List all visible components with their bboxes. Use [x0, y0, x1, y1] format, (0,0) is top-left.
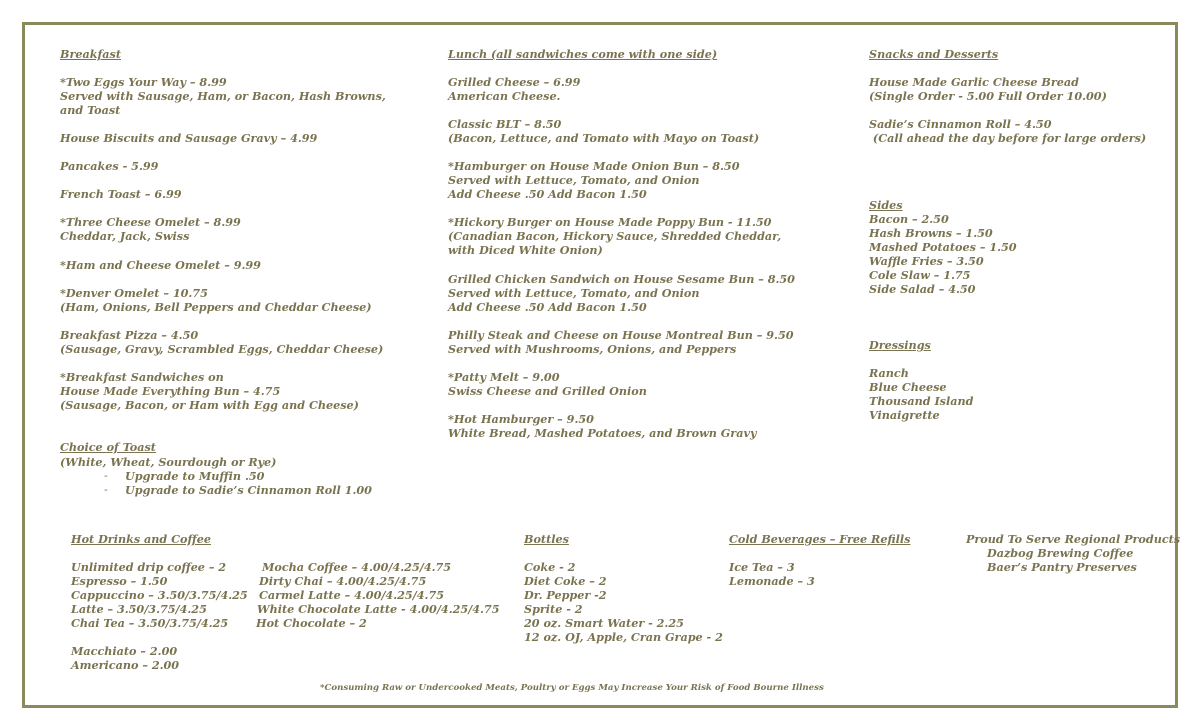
regional-item: Dazbog Brewing Coffee — [987, 546, 1134, 560]
dressing-item: Ranch — [869, 366, 909, 380]
bullet-dash: - — [104, 469, 108, 482]
dressing-item: Blue Cheese — [869, 380, 947, 394]
drink-item: Mocha Coffee – 4.00/4.25/4.75 — [262, 560, 452, 574]
menu-item-description: Add Cheese .50 Add Bacon 1.50 — [448, 300, 647, 314]
menu-item-description: (Sausage, Bacon, or Ham with Egg and Cheese) — [60, 398, 359, 412]
menu-item: *Two Eggs Your Way – 8.99 — [60, 75, 227, 89]
menu-item-description: (Ham, Onions, Bell Peppers and Cheddar Cheese) — [60, 300, 372, 314]
menu-item-description: with Diced White Onion) — [448, 243, 603, 257]
bottle-item: Sprite - 2 — [524, 602, 583, 616]
menu-item: *Hot Hamburger – 9.50 — [448, 412, 594, 426]
bottle-item: Diet Coke – 2 — [524, 574, 607, 588]
menu-item-description: (Single Order - 5.00 Full Order 10.00) — [869, 89, 1107, 103]
menu-item: House Made Everything Bun – 4.75 — [60, 384, 281, 398]
menu-item-description: Swiss Cheese and Grilled Onion — [448, 384, 647, 398]
cold-item: Lemonade – 3 — [729, 574, 815, 588]
bottles-heading: Bottles — [524, 532, 569, 546]
cold-item: Ice Tea – 3 — [729, 560, 795, 574]
menu-item: Pancakes - 5.99 — [60, 159, 159, 173]
cold-beverages-heading: Cold Beverages – Free Refills — [729, 532, 911, 546]
dressing-item: Thousand Island — [869, 394, 974, 408]
drink-item: Unlimited drip coffee – 2 — [71, 560, 227, 574]
regional-heading: Proud To Serve Regional Products — [966, 532, 1181, 546]
menu-item-description: American Cheese. — [448, 89, 561, 103]
toast-upgrade: Upgrade to Sadie’s Cinnamon Roll 1.00 — [125, 483, 372, 497]
toast-upgrade: Upgrade to Muffin .50 — [125, 469, 265, 483]
bottle-item: Coke - 2 — [524, 560, 576, 574]
drink-item: Macchiato – 2.00 — [71, 644, 178, 658]
menu-item: *Breakfast Sandwiches on — [60, 370, 224, 384]
menu-item: *Three Cheese Omelet – 8.99 — [60, 215, 241, 229]
drink-item: Americano – 2.00 — [71, 658, 180, 672]
menu-item: French Toast – 6.99 — [60, 187, 182, 201]
drink-item: Dirty Chai – 4.00/4.25/4.75 — [259, 574, 427, 588]
drink-item: Carmel Latte – 4.00/4.25/4.75 — [259, 588, 445, 602]
dressing-item: Vinaigrette — [869, 408, 940, 422]
drink-item: Latte – 3.50/3.75/4.25 — [71, 602, 207, 616]
side-item: Hash Browns – 1.50 — [869, 226, 993, 240]
menu-item-description: (Canadian Bacon, Hickory Sauce, Shredded Cheddar, — [448, 229, 782, 243]
menu-item-description: Served with Mushrooms, Onions, and Peppers — [448, 342, 737, 356]
snacks-heading: Snacks and Desserts — [869, 47, 999, 61]
menu-item-description: White Bread, Mashed Potatoes, and Brown Gravy — [448, 426, 757, 440]
menu-item: Grilled Cheese – 6.99 — [448, 75, 581, 89]
menu-item: House Made Garlic Cheese Bread — [869, 75, 1079, 89]
side-item: Bacon – 2.50 — [869, 212, 949, 226]
bottle-item: 20 oz. Smart Water - 2.25 — [524, 616, 684, 630]
menu-item: *Hickory Burger on House Made Poppy Bun - 11.50 — [448, 215, 772, 229]
menu-item: *Patty Melt – 9.00 — [448, 370, 560, 384]
menu-item: Philly Steak and Cheese on House Montreal Bun – 9.50 — [448, 328, 794, 342]
side-item: Side Salad – 4.50 — [869, 282, 976, 296]
toast-heading: Choice of Toast — [60, 440, 156, 454]
menu-item-description: Served with Sausage, Ham, or Bacon, Hash Browns, — [60, 89, 386, 103]
menu-item-description: and Toast — [60, 103, 121, 117]
menu-item-description: Served with Lettuce, Tomato, and Onion — [448, 286, 700, 300]
drink-item: Cappuccino – 3.50/3.75/4.25 — [71, 588, 248, 602]
breakfast-heading: Breakfast — [60, 47, 121, 61]
menu-item-description: (Bacon, Lettuce, and Tomato with Mayo on Toast) — [448, 131, 760, 145]
lunch-heading: Lunch (all sandwiches come with one side) — [448, 47, 718, 61]
drink-item: Hot Chocolate – 2 — [256, 616, 367, 630]
menu-item: Sadie’s Cinnamon Roll – 4.50 — [869, 117, 1052, 131]
regional-item: Baer’s Pantry Preserves — [987, 560, 1137, 574]
menu-item-description: (Sausage, Gravy, Scrambled Eggs, Cheddar Cheese) — [60, 342, 384, 356]
menu-item-description: (Call ahead the day before for large orders) — [869, 131, 1147, 145]
sides-heading: Sides — [869, 198, 903, 212]
menu-item: *Denver Omelet – 10.75 — [60, 286, 208, 300]
menu-item-description: Served with Lettuce, Tomato, and Onion — [448, 173, 700, 187]
menu-item-description: Cheddar, Jack, Swiss — [60, 229, 190, 243]
menu-item: Grilled Chicken Sandwich on House Sesame Bun – 8.50 — [448, 272, 795, 286]
menu-item: *Ham and Cheese Omelet – 9.99 — [60, 258, 261, 272]
bottle-item: 12 oz. OJ, Apple, Cran Grape - 2 — [524, 630, 723, 644]
side-item: Waffle Fries – 3.50 — [869, 254, 984, 268]
menu-item: Breakfast Pizza – 4.50 — [60, 328, 199, 342]
hot-drinks-heading: Hot Drinks and Coffee — [71, 532, 211, 546]
toast-options: (White, Wheat, Sourdough or Rye) — [60, 455, 277, 469]
side-item: Mashed Potatoes – 1.50 — [869, 240, 1017, 254]
menu-item: House Biscuits and Sausage Gravy – 4.99 — [60, 131, 318, 145]
drink-item: Espresso – 1.50 — [71, 574, 168, 588]
menu-item-description: Add Cheese .50 Add Bacon 1.50 — [448, 187, 647, 201]
side-item: Cole Slaw – 1.75 — [869, 268, 971, 282]
bottle-item: Dr. Pepper -2 — [524, 588, 607, 602]
drink-item: White Chocolate Latte - 4.00/4.25/4.75 — [257, 602, 500, 616]
drink-item: Chai Tea – 3.50/3.75/4.25 — [71, 616, 229, 630]
food-safety-disclaimer: *Consuming Raw or Undercooked Meats, Poultry or Eggs May Increase Your Risk of Food Bourne Illness — [320, 683, 824, 693]
dressings-heading: Dressings — [869, 338, 931, 352]
menu-item: *Hamburger on House Made Onion Bun – 8.50 — [448, 159, 740, 173]
menu-item: Classic BLT – 8.50 — [448, 117, 562, 131]
bullet-dash: - — [104, 483, 108, 496]
